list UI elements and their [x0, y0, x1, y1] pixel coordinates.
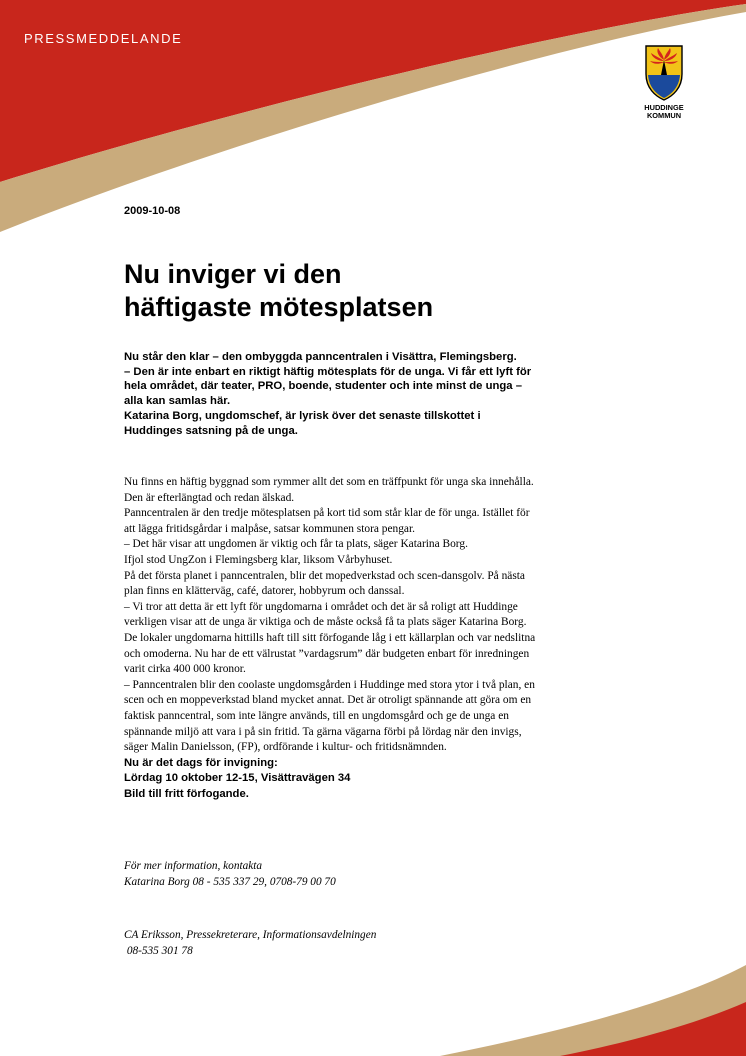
headline-line: Nu inviger vi den — [124, 259, 342, 289]
body-line: Ifjol stod UngZon i Flemingsberg klar, liksom Vårbyhuset. — [124, 553, 393, 566]
contact-line: För mer information, kontakta — [124, 860, 263, 872]
body-line: verkligen visar att de unga är viktiga och de måste också få ta plats säger Katarina Borg. — [124, 616, 527, 629]
body-text — [124, 475, 594, 802]
lead-line: – Den är inte enbart en riktigt häftig mötesplats för de unga. Vi får ett lyft för — [124, 365, 532, 378]
body-line: Nu finns en häftig byggnad som rymmer allt det som en träffpunkt för unga ska innehålla. — [124, 476, 534, 488]
lead-line: Katarina Borg, ungdomschef, är lyrisk över det senaste tillskottet i — [124, 409, 481, 422]
logo-line-2: KOMMUN — [646, 111, 682, 120]
body-line: De lokaler ungdomarna hittills haft till sitt förfogande låg i ett källarplan och var nedslitna — [124, 631, 536, 644]
body-line: och omoderna. Nu har de ett välrustat ”vardagsrum” där budgeten enbart för inredningen — [124, 647, 530, 660]
body-line: På det första planet i panncentralen, blir det mopedverkstad och scen-dansgolv. På nästa — [124, 569, 525, 582]
contact-info — [124, 858, 336, 890]
body-line: – Panncentralen blir den coolaste ungdomsgården i Huddinge med stora ytor i två plan, en — [124, 678, 535, 691]
release-date: 2009-10-08 — [124, 205, 181, 217]
headline — [124, 258, 433, 324]
body-line: säger Malin Danielsson, (FP), ordförande i kultur- och fritidsnämnden. — [124, 741, 447, 754]
invite-line: Bild till fritt förfogande. — [124, 787, 249, 800]
author-line: CA Eriksson, Pressekreterare, Informationsavdelningen — [124, 929, 377, 941]
press-release-label: PRESSMEDDELANDE — [24, 31, 183, 46]
lead-line: alla kan samlas här. — [124, 395, 231, 408]
body-line: faktisk panncentral, som inte längre används, till en ungdomsgård och ge de unga en — [124, 709, 509, 722]
lead-line: Huddinges satsning på de unga. — [124, 424, 298, 437]
invite-line: Nu är det dags för invigning: — [124, 756, 278, 769]
contact-line: Katarina Borg 08 - 535 337 29, 0708-79 00 70 — [124, 876, 336, 888]
invite-line: Lördag 10 oktober 12-15, Visättravägen 34 — [124, 772, 351, 785]
headline-line: häftigaste mötesplatsen — [124, 292, 434, 322]
body-line: Den är efterlängtad och redan älskad. — [124, 491, 295, 504]
huddinge-coat-of-arms-icon — [636, 44, 692, 102]
logo-line-1: HUDDINGE — [644, 103, 684, 112]
author-info — [124, 927, 376, 959]
huddinge-logo — [636, 44, 692, 126]
lead-paragraph — [124, 350, 564, 438]
body-line: spännande miljö att vara i på sin fritid. Ta gärna vägarna förbi på lördag när den invigs, — [124, 725, 522, 738]
body-line: – Det här visar att ungdomen är viktig och får ta plats, säger Katarina Borg. — [124, 538, 468, 551]
body-line: att lägga fritidsgårdar i malpåse, satsar kommunen stora pengar. — [124, 522, 416, 535]
body-line: – Vi tror att detta är ett lyft för ungdomarna i området och det är så roligt att Huddinge — [124, 600, 518, 613]
body-line: scen och en moppeverkstad bland mycket annat. Det är otroligt spännande att göra om en — [124, 694, 532, 707]
lead-line: Nu står den klar – den ombyggda panncentralen i Visättra, Flemingsberg. — [124, 351, 517, 363]
body-line: plan finns en klätterväg, café, datorer, hobbyrum och danssal. — [124, 585, 405, 598]
author-line: 08-535 301 78 — [124, 945, 193, 957]
lead-line: hela området, där teater, PRO, boende, studenter och inte minst de unga – — [124, 380, 522, 393]
body-line: varit cirka 400 000 kronor. — [124, 663, 246, 676]
body-line: Panncentralen är den tredje mötesplatsen på kort tid som står klar de för unga. Istället för — [124, 507, 530, 520]
